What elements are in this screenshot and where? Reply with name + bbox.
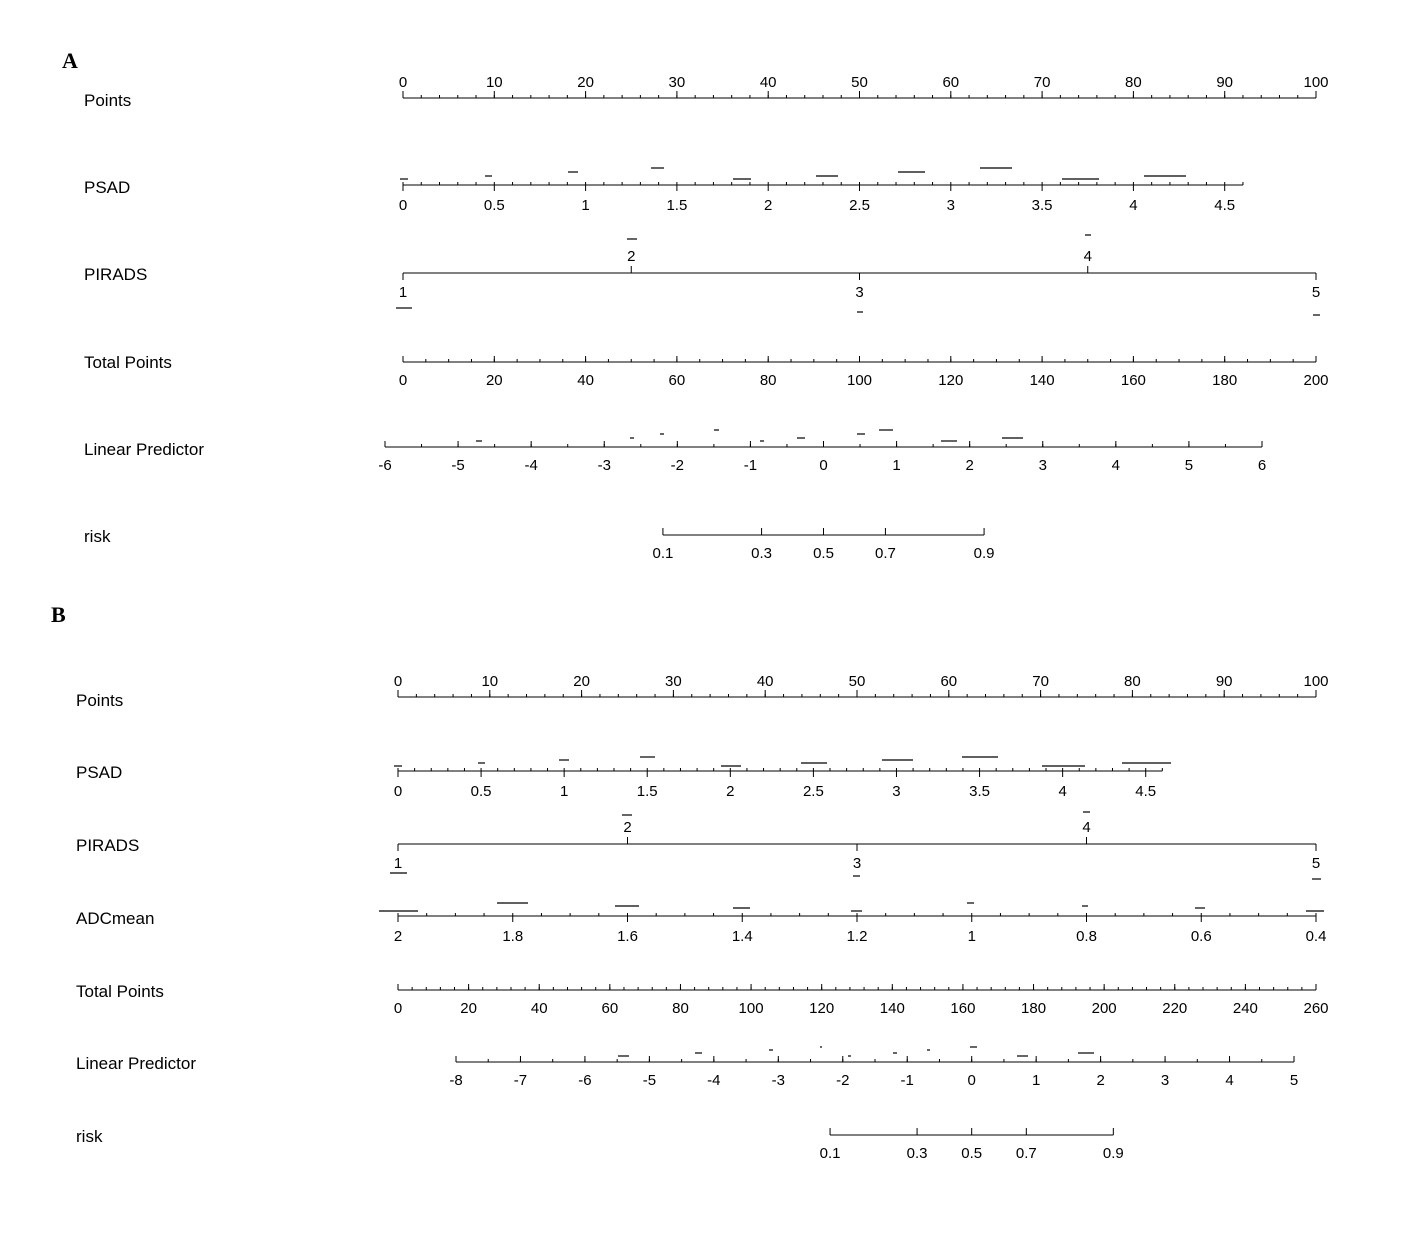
tick-label: 0.1 <box>819 1145 841 1162</box>
tick-label: 3 <box>946 197 955 214</box>
tick-label: -2 <box>836 1072 850 1089</box>
axis-label: Linear Predictor <box>84 440 205 459</box>
category-label: 3 <box>855 284 864 301</box>
tick-label: -1 <box>900 1072 914 1089</box>
tick-label: 0.1 <box>652 545 674 562</box>
tick-label: 3 <box>1160 1072 1170 1089</box>
tick-label: 140 <box>879 1000 905 1017</box>
axis-label: Linear Predictor <box>76 1054 197 1073</box>
tick-label: 80 <box>1125 74 1142 91</box>
tick-label: -3 <box>771 1072 785 1089</box>
tick-label: 70 <box>1033 74 1051 91</box>
tick-label: 0.4 <box>1305 928 1327 945</box>
tick-label: 0.8 <box>1076 928 1097 945</box>
tick-label: 10 <box>481 673 499 690</box>
tick-label: 200 <box>1091 1000 1117 1017</box>
tick-label: 0.3 <box>906 1145 928 1162</box>
tick-label: 0 <box>398 372 408 389</box>
tick-label: 40 <box>530 1000 548 1017</box>
tick-label: 4.5 <box>1214 197 1236 214</box>
tick-label: 200 <box>1303 372 1329 389</box>
tick-label: 100 <box>1303 74 1329 91</box>
tick-label: 2.5 <box>849 197 870 214</box>
panel-b <box>51 602 1329 1162</box>
tick-label: 120 <box>809 1000 835 1017</box>
category-label: 1 <box>398 284 408 301</box>
tick-label: 120 <box>938 372 964 389</box>
tick-label: 0.5 <box>961 1145 983 1162</box>
tick-label: 3 <box>1038 457 1047 474</box>
tick-label: 2.5 <box>802 783 824 800</box>
tick-label: 0 <box>393 673 403 690</box>
axis-points <box>76 673 1329 710</box>
tick-label: 240 <box>1232 1000 1258 1017</box>
axis-label: risk <box>84 527 111 546</box>
tick-label: 0.5 <box>483 197 505 214</box>
axis-label: PSAD <box>84 178 131 197</box>
tick-label: 160 <box>1120 372 1146 389</box>
panel-label: B <box>51 602 66 627</box>
tick-label: -4 <box>707 1072 721 1089</box>
tick-label: 100 <box>846 372 873 389</box>
tick-label: 0.5 <box>813 545 834 562</box>
tick-label: -6 <box>578 1072 592 1089</box>
axis-label: Total Points <box>84 353 172 372</box>
tick-label: 20 <box>577 74 594 91</box>
panel-a <box>62 48 1329 562</box>
axis-linear-predictor <box>84 440 1266 474</box>
category-label: 2 <box>627 248 636 265</box>
tick-label: 0 <box>398 197 408 214</box>
tick-label: 160 <box>950 1000 976 1017</box>
tick-label: 80 <box>1124 673 1141 690</box>
tick-label: 220 <box>1162 1000 1188 1017</box>
tick-label: 0 <box>967 1072 976 1089</box>
tick-label: 30 <box>668 74 686 91</box>
tick-label: 5 <box>1289 1072 1299 1089</box>
tick-label: 140 <box>1029 372 1055 389</box>
tick-label: 6 <box>1257 457 1267 474</box>
tick-label: 1.5 <box>636 783 658 800</box>
axis-label: PIRADS <box>76 836 140 855</box>
axis-points <box>84 74 1329 110</box>
tick-label: -3 <box>597 457 611 474</box>
tick-label: 1 <box>892 457 901 474</box>
axis-total-points <box>84 353 1329 389</box>
axis-total-points <box>76 982 1329 1017</box>
tick-label: 60 <box>668 372 686 389</box>
axis-linear-predictor <box>76 1054 1298 1089</box>
axis-adcmean <box>76 909 1326 945</box>
category-label: 1 <box>393 855 403 872</box>
tick-label: 180 <box>1212 372 1238 389</box>
category-label: 4 <box>1083 248 1092 265</box>
tick-label: 100 <box>738 1000 764 1017</box>
tick-label: 10 <box>485 74 503 91</box>
tick-label: 4 <box>1111 457 1121 474</box>
tick-label: 1.5 <box>666 197 688 214</box>
tick-label: 4.5 <box>1135 783 1157 800</box>
tick-label: 0.3 <box>751 545 773 562</box>
tick-label: 2 <box>726 783 735 800</box>
axis-risk <box>76 1127 1124 1162</box>
tick-label: 40 <box>759 74 777 91</box>
axis-label: Points <box>84 91 132 110</box>
tick-label: 1 <box>559 783 569 800</box>
axis-label: Total Points <box>76 982 164 1001</box>
tick-label: -7 <box>513 1072 528 1089</box>
tick-label: 20 <box>485 372 503 389</box>
tick-label: 2 <box>393 928 403 945</box>
tick-label: -5 <box>451 457 465 474</box>
tick-label: 0.7 <box>1015 1145 1037 1162</box>
tick-label: 2 <box>1096 1072 1105 1089</box>
tick-label: 0 <box>393 1000 403 1017</box>
category-label: 5 <box>1311 855 1321 872</box>
axis-label: risk <box>76 1127 103 1146</box>
tick-label: 3.5 <box>1031 197 1053 214</box>
tick-label: 70 <box>1032 673 1049 690</box>
tick-label: 1 <box>967 928 976 945</box>
tick-label: 0 <box>393 783 403 800</box>
axis-label: PSAD <box>76 763 123 782</box>
tick-label: 40 <box>577 372 594 389</box>
axis-label: Points <box>76 691 124 710</box>
tick-label: 0.9 <box>1102 1145 1124 1162</box>
tick-label: -5 <box>642 1072 657 1089</box>
tick-label: 2 <box>764 197 773 214</box>
tick-label: 80 <box>759 372 777 389</box>
category-label: 5 <box>1311 284 1321 301</box>
tick-label: 180 <box>1021 1000 1047 1017</box>
tick-label: 0.5 <box>470 783 492 800</box>
tick-label: 0 <box>398 74 408 91</box>
tick-label: 30 <box>665 673 682 690</box>
tick-label: 40 <box>756 673 774 690</box>
axis-pirads <box>84 248 1320 301</box>
tick-label: 1 <box>1031 1072 1041 1089</box>
axis-label: ADCmean <box>76 909 155 928</box>
axis-psad <box>76 763 1162 800</box>
tick-label: 0 <box>819 457 828 474</box>
tick-label: 50 <box>851 74 868 91</box>
tick-label: 3 <box>892 783 901 800</box>
tick-label: 50 <box>848 673 866 690</box>
tick-label: 60 <box>940 673 958 690</box>
tick-label: 3.5 <box>969 783 990 800</box>
tick-label: -4 <box>524 457 538 474</box>
axis-risk <box>84 527 995 562</box>
category-label: 3 <box>852 855 862 872</box>
tick-label: 1.4 <box>731 928 753 945</box>
tick-label: 4 <box>1058 783 1067 800</box>
tick-label: -6 <box>378 457 392 474</box>
category-label: 2 <box>623 819 632 836</box>
tick-label: 4 <box>1129 197 1138 214</box>
tick-label: 20 <box>573 673 590 690</box>
tick-label: 1.2 <box>846 928 868 945</box>
tick-label: 1 <box>581 197 590 214</box>
axis-psad <box>84 178 1243 214</box>
axis-label: PIRADS <box>84 265 148 284</box>
tick-label: 5 <box>1184 457 1194 474</box>
tick-label: 1.8 <box>502 928 524 945</box>
tick-label: 60 <box>601 1000 619 1017</box>
tick-label: 90 <box>1215 673 1233 690</box>
tick-label: 90 <box>1216 74 1234 91</box>
tick-label: 0.9 <box>973 545 995 562</box>
tick-label: -8 <box>449 1072 463 1089</box>
tick-label: -1 <box>743 457 758 474</box>
tick-label: 20 <box>460 1000 477 1017</box>
axis-pirads <box>76 819 1320 872</box>
tick-label: 60 <box>942 74 960 91</box>
tick-label: -2 <box>670 457 685 474</box>
tick-label: 80 <box>672 1000 689 1017</box>
tick-label: 2 <box>965 457 974 474</box>
tick-label: 100 <box>1303 673 1329 690</box>
tick-label: 0.7 <box>874 545 896 562</box>
tick-label: 260 <box>1303 1000 1329 1017</box>
category-label: 4 <box>1082 819 1091 836</box>
tick-label: 0.6 <box>1190 928 1212 945</box>
tick-label: 4 <box>1225 1072 1234 1089</box>
tick-label: 1.6 <box>617 928 638 945</box>
panel-label: A <box>62 48 78 73</box>
